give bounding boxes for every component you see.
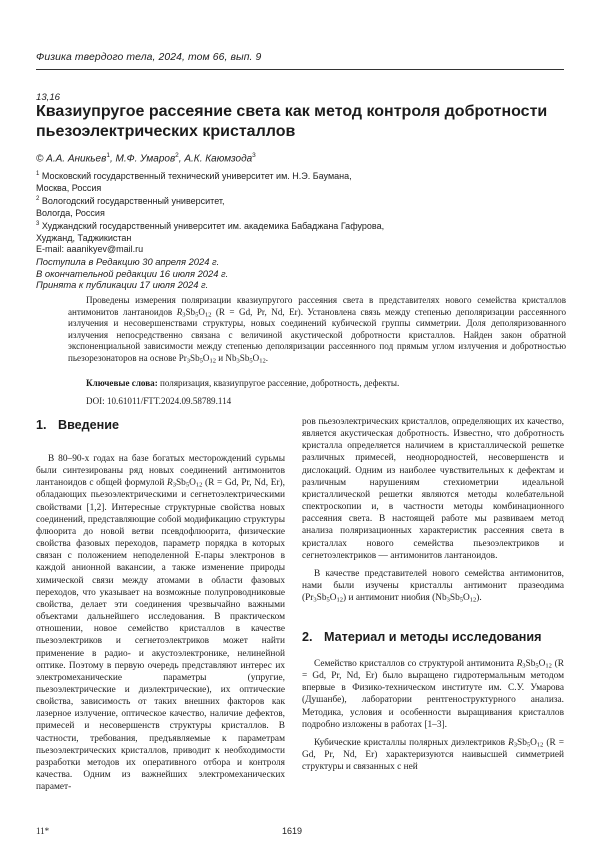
author-name: А.А. Аникьев	[46, 153, 107, 165]
body-column-right-methods	[302, 658, 564, 773]
article-title: Квазиупругое рассеяние света как метод контроля добротности пьезоэлектрических кристаллов	[36, 103, 548, 140]
copyright-sign: ©	[36, 153, 44, 165]
paragraph: В 80–90-х годах на базе богатых месторождений сурьмы были синтезированы ряд новых соединений антимонитов лантаноидов с общей формулой $R_3Sb_5O_{12}$ (R = Gd, Pr, Nd, Er), обладающих пьезоэлектрическими и сегнетоэлектрическими свойствами [1,2]. Интересные структурные свойства новых соединений, представляющие собой модификацию структуры флюорита до новой ветви псевдофлюорита, физические свойства фазовых переходов, параметр порядка в которых связан с положением неподеленной E-пары электронов в каждой анионной вакансии, а также изменение природы химической связи между атомами в области фазовых переходов, что указывает на возможные полупроводниковые свойства, делает эти соединения чрезвычайно важными объектами дальнейшего исследования. В практическом отношении, новое семейство кристаллов в качестве пьезоэлектриков и сегнетоэлектриков может найти применение в радио- и акустоэлектронике, нелинейной оптике. Поэтому в первую очередь представляют интерес их электромеханические параметры (упругие, пьезоэлектрические и диэлектрические), их оптические свойства, зависимость от таких внешних факторов как лазерное излучение, оптическое качество, наличие дефектов, примесей и несовершенств структуры кристаллов. В частности, требования, предъявляемые к параметрам пьезоэлектрических кристаллов, приводит к необходимости разработки методов их оперативного отбора и контроля качества. Одним из важнейших электромеханических парамет-	[36, 454, 285, 793]
affiliations	[36, 169, 384, 256]
page-number: 1619	[282, 826, 303, 836]
accepted-date: Принята к публикации 17 июля 2024 г.	[36, 279, 209, 291]
affiliation-line: Москва, Россия	[36, 182, 102, 193]
section-heading-methods: 2. Материал и методы исследования	[302, 630, 542, 644]
author-list: © А.А. Аникьев$^1$, М.Ф. Умаров$^2$, А.К. Каюмзода$^3$	[36, 152, 256, 165]
affiliation-line: $^1$ Московский государственный технический университет им. Н.Э. Баумана,	[36, 171, 352, 181]
paragraph: ров пьезоэлектрических кристаллов, определяющих их качество, является акустическая добротность. Известно, что добротность кристалла определяется наличием в кристаллической решетке различных примесей, неоднородностей, несовершенств и дислокаций. Одним из наиболее чувствительных к дефектам и различным нарушениям стехиометрии идеальной кристаллической решетки являются методы колебательной спектроскопии и, в частности методы комбинационного рассеяния света. В настоящей работе мы развиваем метод анализа поляризационных характеристик рассеяния света в кристаллах нового семейства пьезоэлектриков и сегнетоэлектриков — антимонитов лантаноидов.	[302, 417, 564, 561]
author-sup: 1	[106, 152, 110, 159]
doi-link[interactable]: DOI: 10.61011/FTT.2024.09.58789.114	[86, 396, 232, 406]
revised-date: В окончательной редакции 16 июля 2024 г.	[36, 267, 229, 279]
header-rule	[36, 69, 564, 70]
affiliation-line: Худжанд, Таджикистан	[36, 232, 132, 243]
body-column-right	[302, 416, 564, 604]
author-sup: 2	[175, 152, 179, 159]
received-date: Поступила в Редакцию 30 апреля 2024 г.	[36, 256, 220, 267]
author-sup: 3	[252, 152, 256, 159]
keywords-label: Ключевые слова:	[86, 378, 158, 388]
publication-dates	[36, 256, 228, 291]
paragraph: Кубические кристаллы полярных диэлектриков $R_3Sb_5O_{12}$ (R = Gd, Pr, Nd, Er) характеризуются наивысшей симметрией структуры и связанных с ней	[302, 737, 564, 773]
paragraph: В качестве представителей нового семейства антимонитов, нами были изучены кристаллы антимонит празеодима $(Pr_3Sb_5O_{12})$ и антимонит ниобия $(Nb_3Sb_5O_{12})$.	[302, 568, 564, 604]
keywords	[86, 378, 399, 388]
section-heading-intro: 1. Введение	[36, 418, 120, 432]
body-column-left	[36, 453, 285, 793]
journal-header: Физика твердого тела, 2024, том 66, вып. 9	[36, 52, 262, 63]
udk-code: 13,16	[36, 92, 61, 103]
email-address[interactable]: E-mail: aaanikyev@mail.ru	[36, 244, 144, 255]
keywords-text: поляризация, квазиупругое рассеяние, добротность, дефекты.	[157, 378, 400, 388]
affiliation-line: Вологда, Россия	[36, 207, 105, 218]
affiliation-line: $^3$ Худжандский государственный университет им. академика Бабаджана Гафурова,	[36, 221, 385, 232]
paragraph: Семейство кристаллов со структурой антимонита $R_3Sb_5O_{12}$ (R = Gd, Pr, Nd, Er) было выращено гидротермальным методом впервые в Физико-техническом институте им. С.У. Умарова (Душанбе), лаборатории рентгеноструктурного анализа. Методика, условия и особенности выращивания кристаллов подробно изложены в работах [1–3].	[302, 659, 564, 730]
sheet-mark: 11*	[36, 826, 50, 836]
author-name: М.Ф. Умаров	[115, 153, 176, 165]
abstract: Проведены измерения поляризации квазиупругого рассеяния света в представителях нового семейства кристаллов антимонитов лантаноидов R3Sb5O12 (R = Gd, Pr, Nd, Er). Установлена связь между степенью деполяризации рассеянного излучения и несовершенствами структуры, новых соединений кубической группы симметрии. Доля деполяризованного излучения непосредственно связана с величиной акустической добротности кристаллов. Найден закон обратной экспоненциальной зависимости между степенью деполяризации рассеянного под прямым углом излучения и добротностью пьезорезонаторов на основе Pr3Sb5O12 и Nb3Sb5O12.	[68, 295, 566, 365]
author-name: А.К. Каюмзода	[184, 153, 253, 165]
affiliation-line: $^2$ Вологодский государственный университет,	[36, 196, 225, 207]
